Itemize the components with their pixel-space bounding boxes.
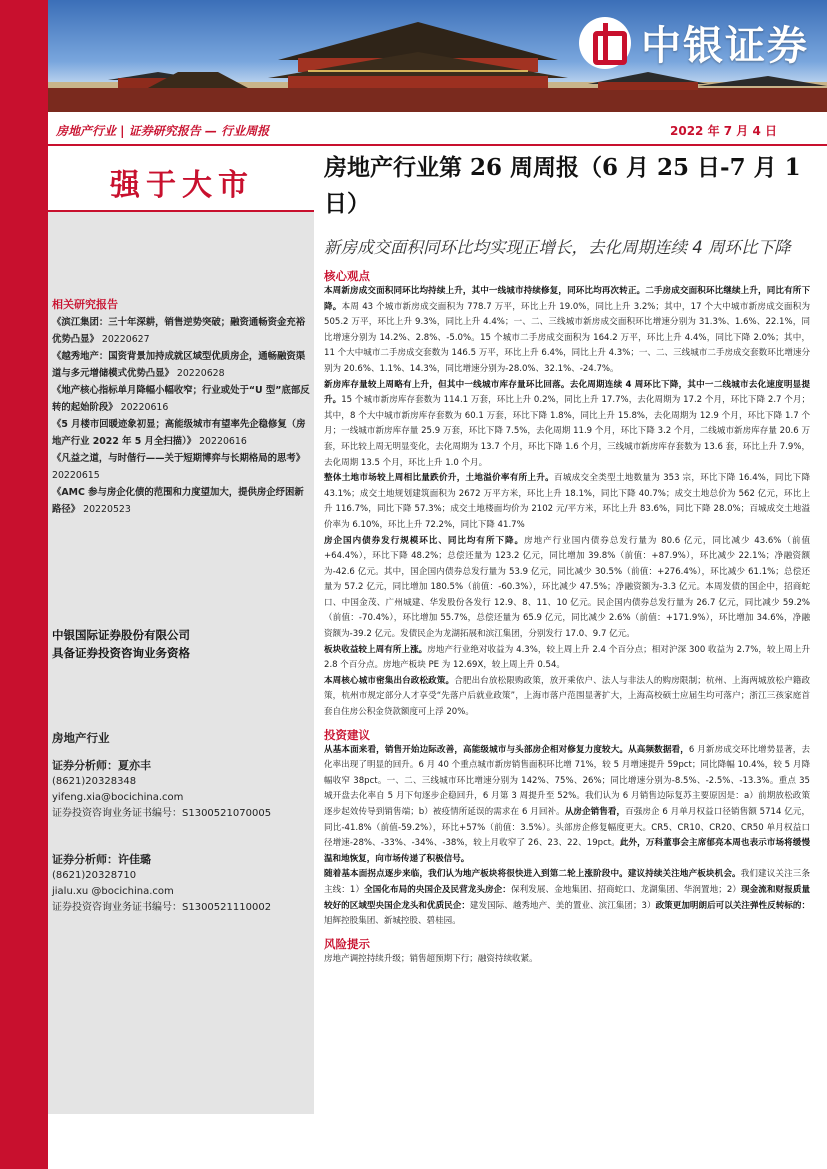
investment-paragraph: 随着基本面拐点逐步来临，我们认为地产板块将很快进入到第二轮上涨阶段中。建议持续关注地产板块机会。我们建议关注三条主线：1）全国化布局的央国企及民营龙头房企：保利发展、金地集团、招商蛇口、龙湖集团、华润置地；2）现金流和财报质量较好的区域型央国企龙头和优质民企：建发国际、越秀地产、美的置业、滨江集团；3）政策更加明朗后可以关注弹性反转标的：旭辉控股集团、新城控股、碧桂园。 — [324, 869, 811, 927]
related-report-title: 《AMC 参与房企化债的范围和力度望加大，提供房企纾困新路径》 — [52, 487, 304, 515]
analyst-name-line: 证券分析师：夏亦丰 — [52, 759, 151, 772]
core-paragraph: 本周核心城市密集出台政松政策。合肥出台放松限购政策，放开乘依户、法人与非法人的购房限制；杭州、上海两城放松户籍政策，杭州市规定部分人才享受“先落户后就业政策”，上海市落户范围显著扩大，上海高校硕士应届生均可落户；浙江三孩家庭首套自住房公积金贷款额度可上浮 20%。 — [324, 675, 811, 718]
related-reports-list — [52, 314, 310, 518]
analyst-cert: 证券投资咨询业务证书编号：S1300521110002 — [52, 902, 272, 913]
investment-advice-heading: 投资建议 — [324, 727, 370, 742]
analyst-email[interactable]: yifeng.xia@bocichina.com — [52, 792, 184, 803]
analyst-phone: (8621)20328710 — [52, 870, 137, 881]
analyst-block — [52, 852, 310, 916]
core-paragraph: 新房库存量较上周略有上升，但其中一线城市库存量环比回落。去化周期连续 4 周环比下降，其中一二线城市去化速度明显提升。15 个城市新房库存套数为 114.1 万套，环比上升 0.2%，同比上升 17.7%，去化周期为 17.2 个月，环比下降 2.7 个月；其中，8 个大中城市新房库存套数为 60.1 万套，环比下降 1.8%，同比上升 15.8%，去化周期为 12.9 个月，环比下降 1.7 个月；一线城市新房库存量 25.9 万套，环比下降 7.5%，去化周期 11.9 个月，环比下降 3.2 个月，二线城市新房库存量 20.6 万套，环比较上周无明显变化，去化周期为 13.7 个月，环比下降 1.6 个月，三线城市新房库存套数为 13.6 套，环比上升 7.9%，去化周期 13.5 个月，环比上升 1.0 个月。 — [324, 379, 811, 468]
related-report[interactable] — [52, 450, 310, 484]
boci-logo — [579, 14, 809, 71]
report-date: 2022 年 7 月 4 日 — [670, 124, 777, 138]
core-views-heading: 核心观点 — [324, 269, 370, 283]
analyst-name: 许佳璐 — [118, 853, 151, 866]
related-reports-title: 相关研究报告 — [52, 298, 118, 311]
sidebar — [48, 148, 314, 1114]
related-report[interactable] — [52, 484, 310, 518]
related-report-date: 20220523 — [83, 504, 131, 515]
related-report-date: 20220627 — [101, 334, 150, 345]
main-content — [324, 150, 810, 967]
analyst-cert: 证券投资咨询业务证书编号：S1300521070005 — [52, 808, 272, 819]
left-red-bar — [0, 0, 48, 1169]
related-report[interactable] — [52, 416, 310, 450]
analyst-block — [52, 758, 310, 822]
company-qualification: 具备证券投资咨询业务资格 — [52, 646, 190, 660]
report-header-line — [48, 112, 827, 146]
investment-paragraph: 从基本面来看，销售开始边际改善，高能级城市与头部房企相对修复力度较大。从高频数据看，6 月新房成交环比增势显著，去化率出现了明显的回升。6 月 40 个重点城市新房销售面积环比增 71%，较 5 月增速提升 59pct；同比降幅 10.4%，较 5 月降幅收窄 38pct。一、二、三线城市环比增速分别为 142%、75%、26%；同比增速分别为-8.5%、-2.5%、-13.3%。重点 35 城开盘去化率自 5 月下旬逐步企稳回升，6 月第 3 周提升至 52%。我们认为 6 月销售边际复苏主要原因是：a）前期放松政策逐步起效传导到销售端；b）被疫情所延误的需求在 6 月回补。从房企销售看，百强房企 6 月单月权益口径销售额 5714 亿元，同比-41.8%（前值-59.2%），环比+57%（前值：3.5%）。头部房企修复幅度更大。CR5、CR10、CR20、CR50 单月权益口径增速-28%、-33%、-34%、-38%，较上月收窄了 26、23、22、19pct。此外，万科董事会主席郁亮本周也表示市场将缓慢温和地恢复，向市场传递了积极信号。 — [324, 744, 811, 864]
report-subtitle: 新房成交面积同环比均实现正增长，去化周期连续 4 周环比下降 — [324, 238, 791, 257]
company-info — [52, 626, 310, 662]
related-report-title: 《5 月楼市回暖迹象初显；高能级城市有望率先企稳修复（房地产行业 2022 年 5 月全扫描）》 — [52, 419, 306, 447]
report-title: 房地产行业第 26 周周报（6 月 25 日-7 月 1 日） — [324, 154, 801, 217]
risk-heading: 风险提示 — [324, 936, 370, 951]
related-report-title: 《凡益之道，与时偕行——关于短期博弈与长期格局的思考》 — [52, 453, 306, 464]
industry-label: 房地产行业 — [52, 731, 110, 745]
related-report-title: 《滨江集团：三十年深耕，销售逆势突破；融资通畅资金充裕优势凸显》 — [52, 317, 306, 345]
core-paragraph: 板块收益较上周有所上涨。房地产行业绝对收益为 4.3%，较上周上升 2.4 个百分点；相对沪深 300 收益为 2.7%，较上周上升 2.8 个百分点。房地产板块 PE 为 12.69X，较上周上升 0.54。 — [324, 644, 811, 671]
report-category: 房地产行业 | 证券研究报告 — 行业周报 — [56, 124, 270, 138]
industry-rating: 强于大市 — [110, 168, 254, 203]
header-banner — [48, 0, 827, 112]
related-report-date: 20220628 — [176, 368, 225, 379]
rating-box — [48, 148, 314, 212]
core-paragraph: 房企国内债券发行规模环比、同比均有所下降。房地产行业国内债券总发行量为 80.6 亿元，同比减少 43.6%（前值+64.4%），环比下降 48.2%；总偿还量为 123.2 亿元，同比增加 39.8%（前值：+87.9%），环比减少 22.1%；净融资额为-42.6 亿元。其中，国企国内债券总发行量为 53.9 亿元，同比减少 30.5%（前值：+276.4%），环比减少 61.1%；总偿还量为 57.2 亿元，同比增加 180.5%（前值：-60.3%），环比减少 47.5%；净融资额为-3.3 亿元。本周发债的国企中，招商蛇口、中国金茂、广州城建、华发股份各发行 12.9、8、11、10 亿元。民企国内债券总发行量为 26.7 亿元，同比减少 59.2%（前值：-70.4%），环比增加 55.7%，总偿还量为 65.9 亿元，同比减少 2.6%（前值：+171.9%），环比增加 34.6%，净融资额为-39.2 亿元。发债民企为龙湖拓展和滨江集团，分别发行 17.0、9.7 亿元。 — [324, 535, 810, 640]
risk-text: 房地产调控持续升级；销售超预期下行；融资持续收紧。 — [324, 953, 538, 964]
analyst-email[interactable]: jialu.xu @bocichina.com — [52, 886, 174, 897]
analyst-name-line: 证券分析师：许佳璐 — [52, 853, 151, 866]
related-report-date: 20220616 — [120, 402, 169, 413]
logo-text: 中银证券 — [641, 23, 809, 69]
company-name: 中银国际证券股份有限公司 — [52, 628, 190, 642]
related-report[interactable] — [52, 348, 310, 382]
bank-of-china-icon — [579, 17, 631, 69]
analyst-phone: (8621)20328348 — [52, 776, 137, 787]
related-report-date: 20220616 — [199, 436, 247, 447]
related-report[interactable] — [52, 382, 310, 416]
core-paragraph: 本周新房成交面积同环比均持续上升，其中一线城市持续修复，同环比均再次转正。二手房成交面积环比继续上升，同比有所下降。本周 43 个城市新房成交面积为 778.7 万平，环比上升 19.0%，同比上升 3.2%；其中，17 个大中城市新房成交面积为 505.2 万平，环比上升 9.3%，同比上升 4.4%；一、二、三线城市新房成交面积环比增速分别为 31.3%、1.6%、22.1%，同比增速分别为 14.2%、2.8%、-5.0%。15 个城市二手房成交面积为 164.2 万平，环比上升 4.4%，同比下降 2.0%；其中，11 个大中城市二手房成交套数为 146.5 万平，环比上升 6.4%，同比上升 4.3%；一、二、三线城市二手房成交套数环比增速分别为 20.6%、1.1%、14.3%，同比增速分别为-28.0%、32.1%、-24.7%。 — [324, 286, 810, 374]
related-report-title: 《越秀地产：国资背景加持成就区域型优质房企，通畅融资渠道与多元增储模式优势凸显》 — [52, 351, 306, 379]
analyst-name: 夏亦丰 — [118, 759, 151, 772]
core-paragraph: 整体土地市场较上周相比量跌价升，土地溢价率有所上升。百城成交全类型土地数量为 353 宗，环比下降 16.4%，同比下降 43.1%；成交土地规划建筑面积为 2672 万平方米，环比上升 18.1%，同比下降 40.7%；成交土地总价为 562 亿元，环比上升 116.7%，同比下降 57.3%；成交土地楼面均价为 2102 元/平方米，环比上升 83.6%，同比下降 28.0%；百城成交土地溢价率为 6.10%，环比上升 72.2%，同比下降 41.7% — [324, 473, 810, 530]
related-report[interactable] — [52, 314, 310, 348]
related-report-title: 《地产核心指标单月降幅小幅收窄；行业或处于“U 型”底部反转的起始阶段》 — [52, 385, 310, 413]
related-report-date: 20220615 — [52, 470, 100, 481]
analysts — [52, 730, 310, 946]
